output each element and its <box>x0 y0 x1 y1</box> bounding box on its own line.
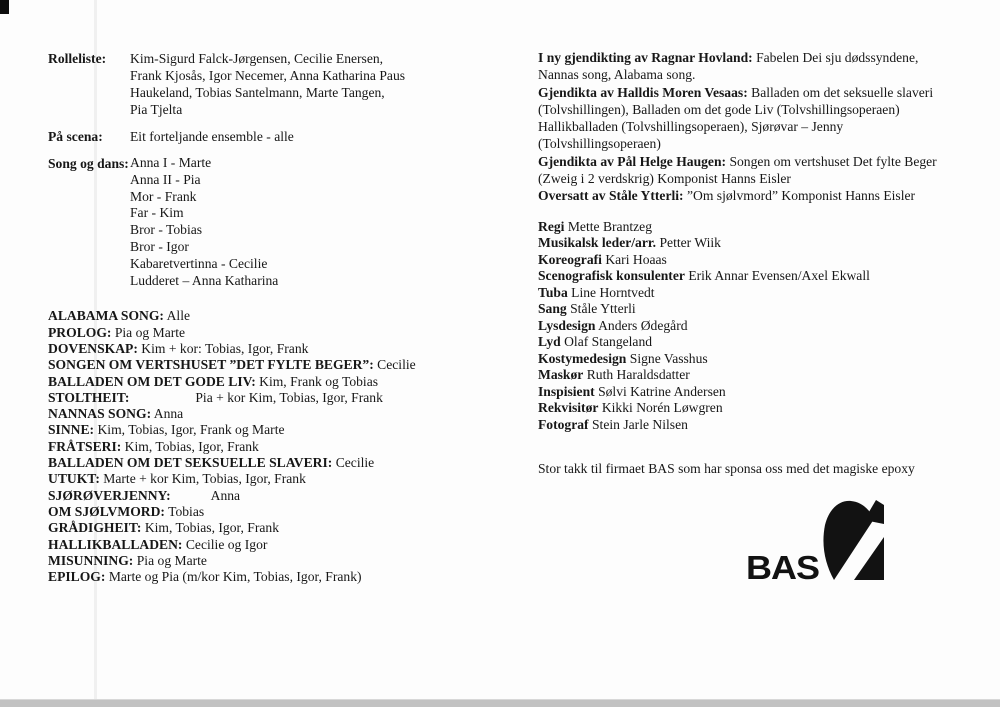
bas-logo-text: BAS <box>746 548 820 587</box>
credit-name: Sølvi Katrine Andersen <box>598 383 726 399</box>
translation-label: Gjendikta av Pål Helge Haugen: <box>538 153 727 169</box>
song-title: BALLADEN OM DET GODE LIV: <box>48 373 256 389</box>
song-cast: Cecilie <box>377 357 416 373</box>
dance-role-line: Anna I - Marte <box>130 155 212 170</box>
rolleliste-line: Kim-Sigurd Falck-Jørgensen, Cecilie Enersen, <box>130 51 384 66</box>
song-title: SONGEN OM VERTSHUSET ”DET FYLTE BEGER”: <box>48 357 374 373</box>
credit-item <box>538 252 950 269</box>
left-column <box>48 50 520 585</box>
song-cast: Alle <box>166 308 190 324</box>
song-cast: Cecilie <box>335 455 375 471</box>
dance-role-line: Bror - Igor <box>130 238 189 254</box>
song-item <box>48 439 520 455</box>
song-cast: Pia og Marte <box>136 552 207 568</box>
song-cast: Kim, Tobias, Igor, Frank <box>144 520 279 536</box>
dance-role-line: Ludderet – Anna Katharina <box>130 272 279 288</box>
pa-scena-section <box>48 128 520 145</box>
song-og-dans-roles <box>130 155 520 289</box>
song-item <box>48 325 520 341</box>
credit-item <box>538 400 950 417</box>
song-title: HALLIKBALLADEN: <box>48 536 183 552</box>
song-cast: Anna <box>210 487 241 503</box>
translation-text: Fabelen Dei sju dødssyndene, Nannas song, Alabama song. <box>538 50 919 83</box>
credit-role: Scenografisk konsulenter <box>538 268 685 284</box>
credit-item <box>538 384 950 401</box>
pa-scena-label: På scena: <box>48 129 103 144</box>
credit-name: Petter Wiik <box>659 235 721 251</box>
credit-item <box>538 334 950 351</box>
dance-role-line: Kabaretvertinna - Cecilie <box>130 255 268 271</box>
song-list <box>48 308 520 585</box>
song-item <box>48 341 520 357</box>
credit-role: Musikalsk leder/arr. <box>538 235 657 251</box>
credit-item <box>538 417 950 434</box>
credit-name: Olaf Stangeland <box>564 334 653 350</box>
song-item <box>48 504 520 520</box>
song-title: FRÅTSERI: <box>48 438 122 454</box>
song-item <box>48 488 520 504</box>
song-item <box>48 537 520 553</box>
song-og-dans-section <box>48 155 520 289</box>
song-og-dans-label: Song og dans: <box>48 156 129 171</box>
song-title: UTUKT: <box>48 471 100 487</box>
song-item <box>48 455 520 471</box>
translation-label: Oversatt av Ståle Ytterli: <box>538 188 684 204</box>
translation-paragraph <box>538 153 950 188</box>
credit-item <box>538 219 950 236</box>
translation-text: ”Om sjølvmord” Komponist Hanns Eisler <box>686 188 916 204</box>
credit-item <box>538 285 950 302</box>
dance-role-line: Bror - Tobias <box>130 222 203 238</box>
scan-corner-artifact <box>0 0 9 14</box>
song-item <box>48 406 520 422</box>
production-credits <box>538 219 950 434</box>
rolleliste-line: Frank Kjosås, Igor Necemer, Anna Katharina Paus <box>130 68 406 83</box>
song-item <box>48 308 520 324</box>
translation-text: Balladen om det seksuelle slaveri (Tolvshillingen), Balladen om det gode Liv (Tolvshillingsoperaen) Hallikballaden (Tolvshillingsoperaen), Sjørøvar – Jenny (Tolvshillingsoperaen) <box>538 84 934 152</box>
song-title: EPILOG: <box>48 569 106 585</box>
credit-role: Sang <box>538 301 567 317</box>
song-item <box>48 553 520 569</box>
credit-role: Lysdesign <box>538 317 596 333</box>
credit-role: Koreografi <box>538 251 602 267</box>
rolleliste-line: Haukeland, Tobias Santelmann, Marte Tangen, <box>130 85 385 100</box>
song-cast: Pia + kor Kim, Tobias, Igor, Frank <box>195 389 383 405</box>
rolleliste-names <box>130 50 520 118</box>
song-title: SJØRØVERJENNY: <box>48 487 171 503</box>
scan-bottom-edge <box>0 699 1000 707</box>
sponsor-thanks: Stor takk til firmaet BAS som har sponsa oss med det magiske epoxy <box>538 461 915 477</box>
song-cast: Marte og Pia (m/kor Kim, Tobias, Igor, Frank) <box>108 569 362 585</box>
credit-item <box>538 318 950 335</box>
song-item <box>48 422 520 438</box>
stylized-2-icon <box>820 496 888 582</box>
rolleliste-section <box>48 50 520 118</box>
translation-paragraph <box>538 49 950 84</box>
song-cast: Cecilie og Igor <box>185 536 268 552</box>
translation-paragraph <box>538 84 950 153</box>
bas-logo <box>746 496 916 587</box>
credit-name: Erik Annar Evensen/Axel Ekwall <box>688 268 870 284</box>
song-cast: Kim + kor: Tobias, Igor, Frank <box>141 340 309 356</box>
song-item <box>48 569 520 585</box>
song-title: SINNE: <box>48 422 95 438</box>
song-cast: Anna <box>153 406 184 422</box>
credit-item <box>538 367 950 384</box>
song-item <box>48 390 520 406</box>
dance-role-line: Far - Kim <box>130 205 184 221</box>
song-item <box>48 520 520 536</box>
credit-item <box>538 235 950 252</box>
translation-paragraph <box>538 187 950 204</box>
song-cast: Tobias <box>168 503 205 519</box>
credit-role: Inspisient <box>538 383 595 399</box>
credit-role: Tuba <box>538 284 568 300</box>
song-cast: Pia og Marte <box>114 324 186 340</box>
song-title: DOVENSKAP: <box>48 340 138 356</box>
song-title: ALABAMA SONG: <box>48 308 164 324</box>
song-title: GRÅDIGHEIT: <box>48 520 142 536</box>
song-title: OM SJØLVMORD: <box>48 503 165 519</box>
credit-name: Ruth Haraldsdatter <box>586 367 690 383</box>
song-title: MISUNNING: <box>48 552 134 568</box>
credit-role: Fotograf <box>538 416 589 432</box>
credit-name: Mette Brantzeg <box>567 218 653 234</box>
song-item <box>48 357 520 373</box>
song-cast: Kim, Tobias, Igor, Frank <box>124 438 259 454</box>
song-item <box>48 374 520 390</box>
credit-name: Line Horntvedt <box>571 284 655 300</box>
song-title: STOLTHEIT: <box>48 389 130 405</box>
song-cast: Kim, Frank og Tobias <box>259 373 379 389</box>
song-title: PROLOG: <box>48 324 112 340</box>
credit-name: Signe Vasshus <box>629 350 708 366</box>
dance-role-line: Mor - Frank <box>130 188 197 204</box>
credit-name: Kikki Norén Løwgren <box>601 400 723 416</box>
credit-name: Ståle Ytterli <box>570 301 636 317</box>
translation-label: Gjendikta av Halldis Moren Vesaas: <box>538 84 748 100</box>
credit-name: Kari Hoaas <box>605 251 667 267</box>
credit-role: Maskør <box>538 367 584 383</box>
credit-item <box>538 268 950 285</box>
song-cast: Kim, Tobias, Igor, Frank og Marte <box>97 422 285 438</box>
credit-role: Rekvisitør <box>538 400 599 416</box>
rolleliste-line: Pia Tjelta <box>130 102 183 117</box>
credit-role: Lyd <box>538 334 561 350</box>
right-column <box>538 49 950 587</box>
credit-name: Anders Ødegård <box>598 317 688 333</box>
credit-name: Stein Jarle Nilsen <box>592 416 688 432</box>
song-title: NANNAS SONG: <box>48 406 152 422</box>
credit-item <box>538 351 950 368</box>
credit-item <box>538 301 950 318</box>
song-cast: Marte + kor Kim, Tobias, Igor, Frank <box>103 471 306 487</box>
rolleliste-label: Rolleliste: <box>48 51 107 66</box>
translation-label: I ny gjendikting av Ragnar Hovland: <box>538 50 753 65</box>
credit-role: Kostymedesign <box>538 350 627 366</box>
song-title: BALLADEN OM DET SEKSUELLE SLAVERI: <box>48 455 333 471</box>
pa-scena-value: Eit forteljande ensemble - alle <box>130 129 294 144</box>
credit-role: Regi <box>538 218 565 234</box>
translation-text: Songen om vertshuset Det fylte Beger (Zweig i 2 verdskrig) Komponist Hanns Eisler <box>538 153 937 187</box>
dance-role-line: Anna II - Pia <box>130 171 201 187</box>
song-item <box>48 471 520 487</box>
